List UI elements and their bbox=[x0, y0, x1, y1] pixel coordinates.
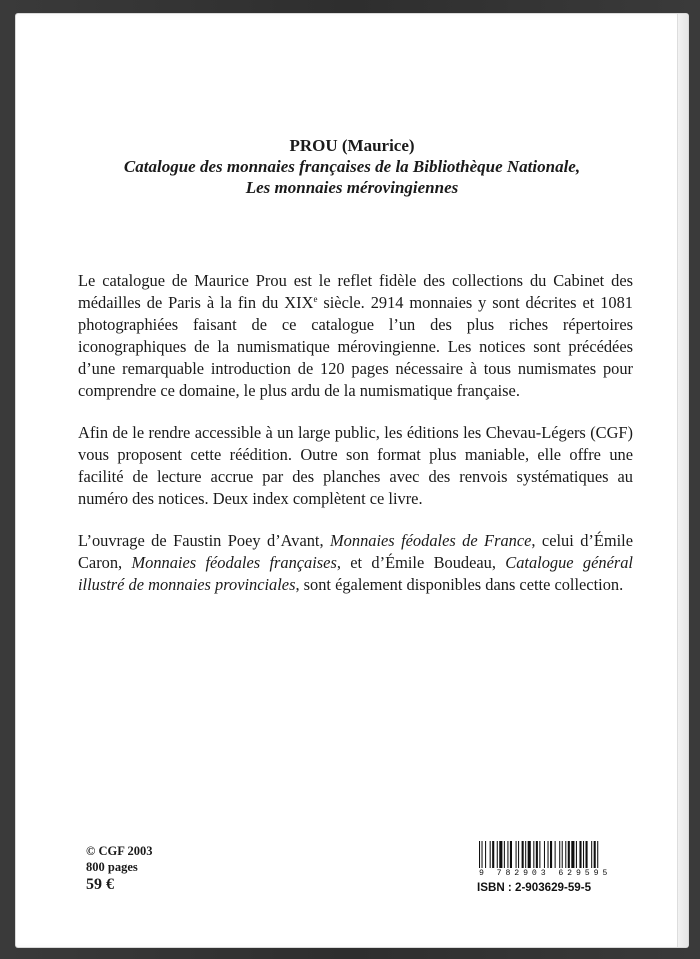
book-title-line-2: Les monnaies mérovingiennes bbox=[245, 178, 459, 197]
barcode-bar bbox=[586, 841, 588, 868]
barcode-bar bbox=[579, 841, 581, 868]
barcode-bar bbox=[576, 841, 577, 868]
barcode-bar bbox=[525, 841, 526, 868]
barcode-bar bbox=[550, 841, 552, 868]
barcode-bar bbox=[594, 841, 596, 868]
title-monnaies-feodales-francaises: Monnaies féodales françaises bbox=[131, 553, 337, 572]
isbn-number: ISBN : 2-903629-59-5 bbox=[477, 881, 592, 894]
title-monnaies-feodales-de-france: Monnaies féodales de France bbox=[330, 531, 532, 550]
barcode-bar bbox=[510, 841, 512, 868]
barcode-bar bbox=[497, 841, 498, 868]
paragraph-1-part-b: siècle. 2914 monnaies y sont décrites et 1081 photographiées faisant de ce catalogue l’un des plus riches répertoires iconographiques de la numismatique mérovingienne. Les notices sont précédées d’une remarquable introduction de 120 pages nécessaire à tous numismates pour comprendre ce domaine, le plus ardu de la numismatique française. bbox=[78, 293, 634, 400]
paragraph-3-text-4: , sont également disponibles dans cette collection. bbox=[295, 575, 624, 594]
barcode-digits: 9 782903 629595 bbox=[479, 869, 612, 878]
book-back-cover bbox=[16, 14, 688, 947]
paragraph-1-part-a: Le catalogue de Maurice Prou est le reflet fidèle des collections du Cabinet des médailles de Paris à la fin du XIX bbox=[78, 271, 633, 312]
century-superscript: e bbox=[313, 294, 318, 304]
price: 59 € bbox=[86, 876, 114, 893]
book-header bbox=[16, 135, 688, 198]
description-text bbox=[78, 270, 633, 616]
paragraph-3 bbox=[78, 530, 633, 596]
barcode-bar bbox=[485, 841, 486, 868]
title-catalogue-general-illustre: Catalogue général illustré de monnaies provinciales bbox=[78, 553, 633, 594]
barcode-bar bbox=[482, 841, 483, 868]
barcode-bar bbox=[516, 841, 517, 868]
copyright-line: © CGF 2003 bbox=[86, 844, 153, 858]
barcode-block bbox=[477, 841, 631, 894]
author-name: PROU (Maurice) bbox=[289, 136, 415, 155]
publication-info bbox=[86, 843, 153, 895]
book-title-line-1: Catalogue des monnaies françaises de la Bibliothèque Nationale, bbox=[123, 157, 581, 176]
barcode-bar bbox=[539, 841, 540, 868]
barcode-bar bbox=[528, 841, 531, 868]
barcode-bar bbox=[507, 841, 508, 868]
barcode-bar bbox=[544, 841, 545, 868]
barcode-bar bbox=[571, 841, 574, 868]
barcode-bar bbox=[565, 841, 566, 868]
barcode-bar bbox=[533, 841, 534, 868]
barcode-bar bbox=[518, 841, 519, 868]
barcode-bar bbox=[479, 841, 480, 868]
barcode-bar bbox=[504, 841, 505, 868]
barcode-bar bbox=[536, 841, 538, 868]
barcode-bar bbox=[499, 841, 502, 868]
barcode-bar bbox=[562, 841, 563, 868]
barcode-bar bbox=[597, 841, 598, 868]
barcode-bar bbox=[492, 841, 494, 868]
barcode-bar bbox=[591, 841, 592, 868]
paragraph-1 bbox=[78, 270, 633, 402]
paragraph-3-text-2: , celui d’Émile Caron, bbox=[78, 531, 633, 572]
barcode-bar bbox=[583, 841, 584, 868]
barcode-bar bbox=[490, 841, 491, 868]
paragraph-2: Afin de le rendre accessible à un large public, les éditions les Chevau-Légers (CGF) vous proposent cette réédition. Outre son format plus maniable, elle offre une facilité de lecture accrue par des planches avec des renvois systématiques au numéro des notices. Deux index complètent ce livre. bbox=[78, 423, 633, 508]
barcode-bar bbox=[568, 841, 570, 868]
barcode-bar bbox=[548, 841, 549, 868]
barcode-bar bbox=[522, 841, 524, 868]
barcode-bar bbox=[559, 841, 560, 868]
page-count: 800 pages bbox=[86, 860, 138, 874]
barcode-bar bbox=[555, 841, 556, 868]
paragraph-3-text-1: L’ouvrage de Faustin Poey d’Avant, bbox=[78, 531, 331, 550]
paragraph-3-text-3: , et d’Émile Boudeau, bbox=[336, 553, 506, 572]
barcode-icon bbox=[477, 841, 631, 868]
